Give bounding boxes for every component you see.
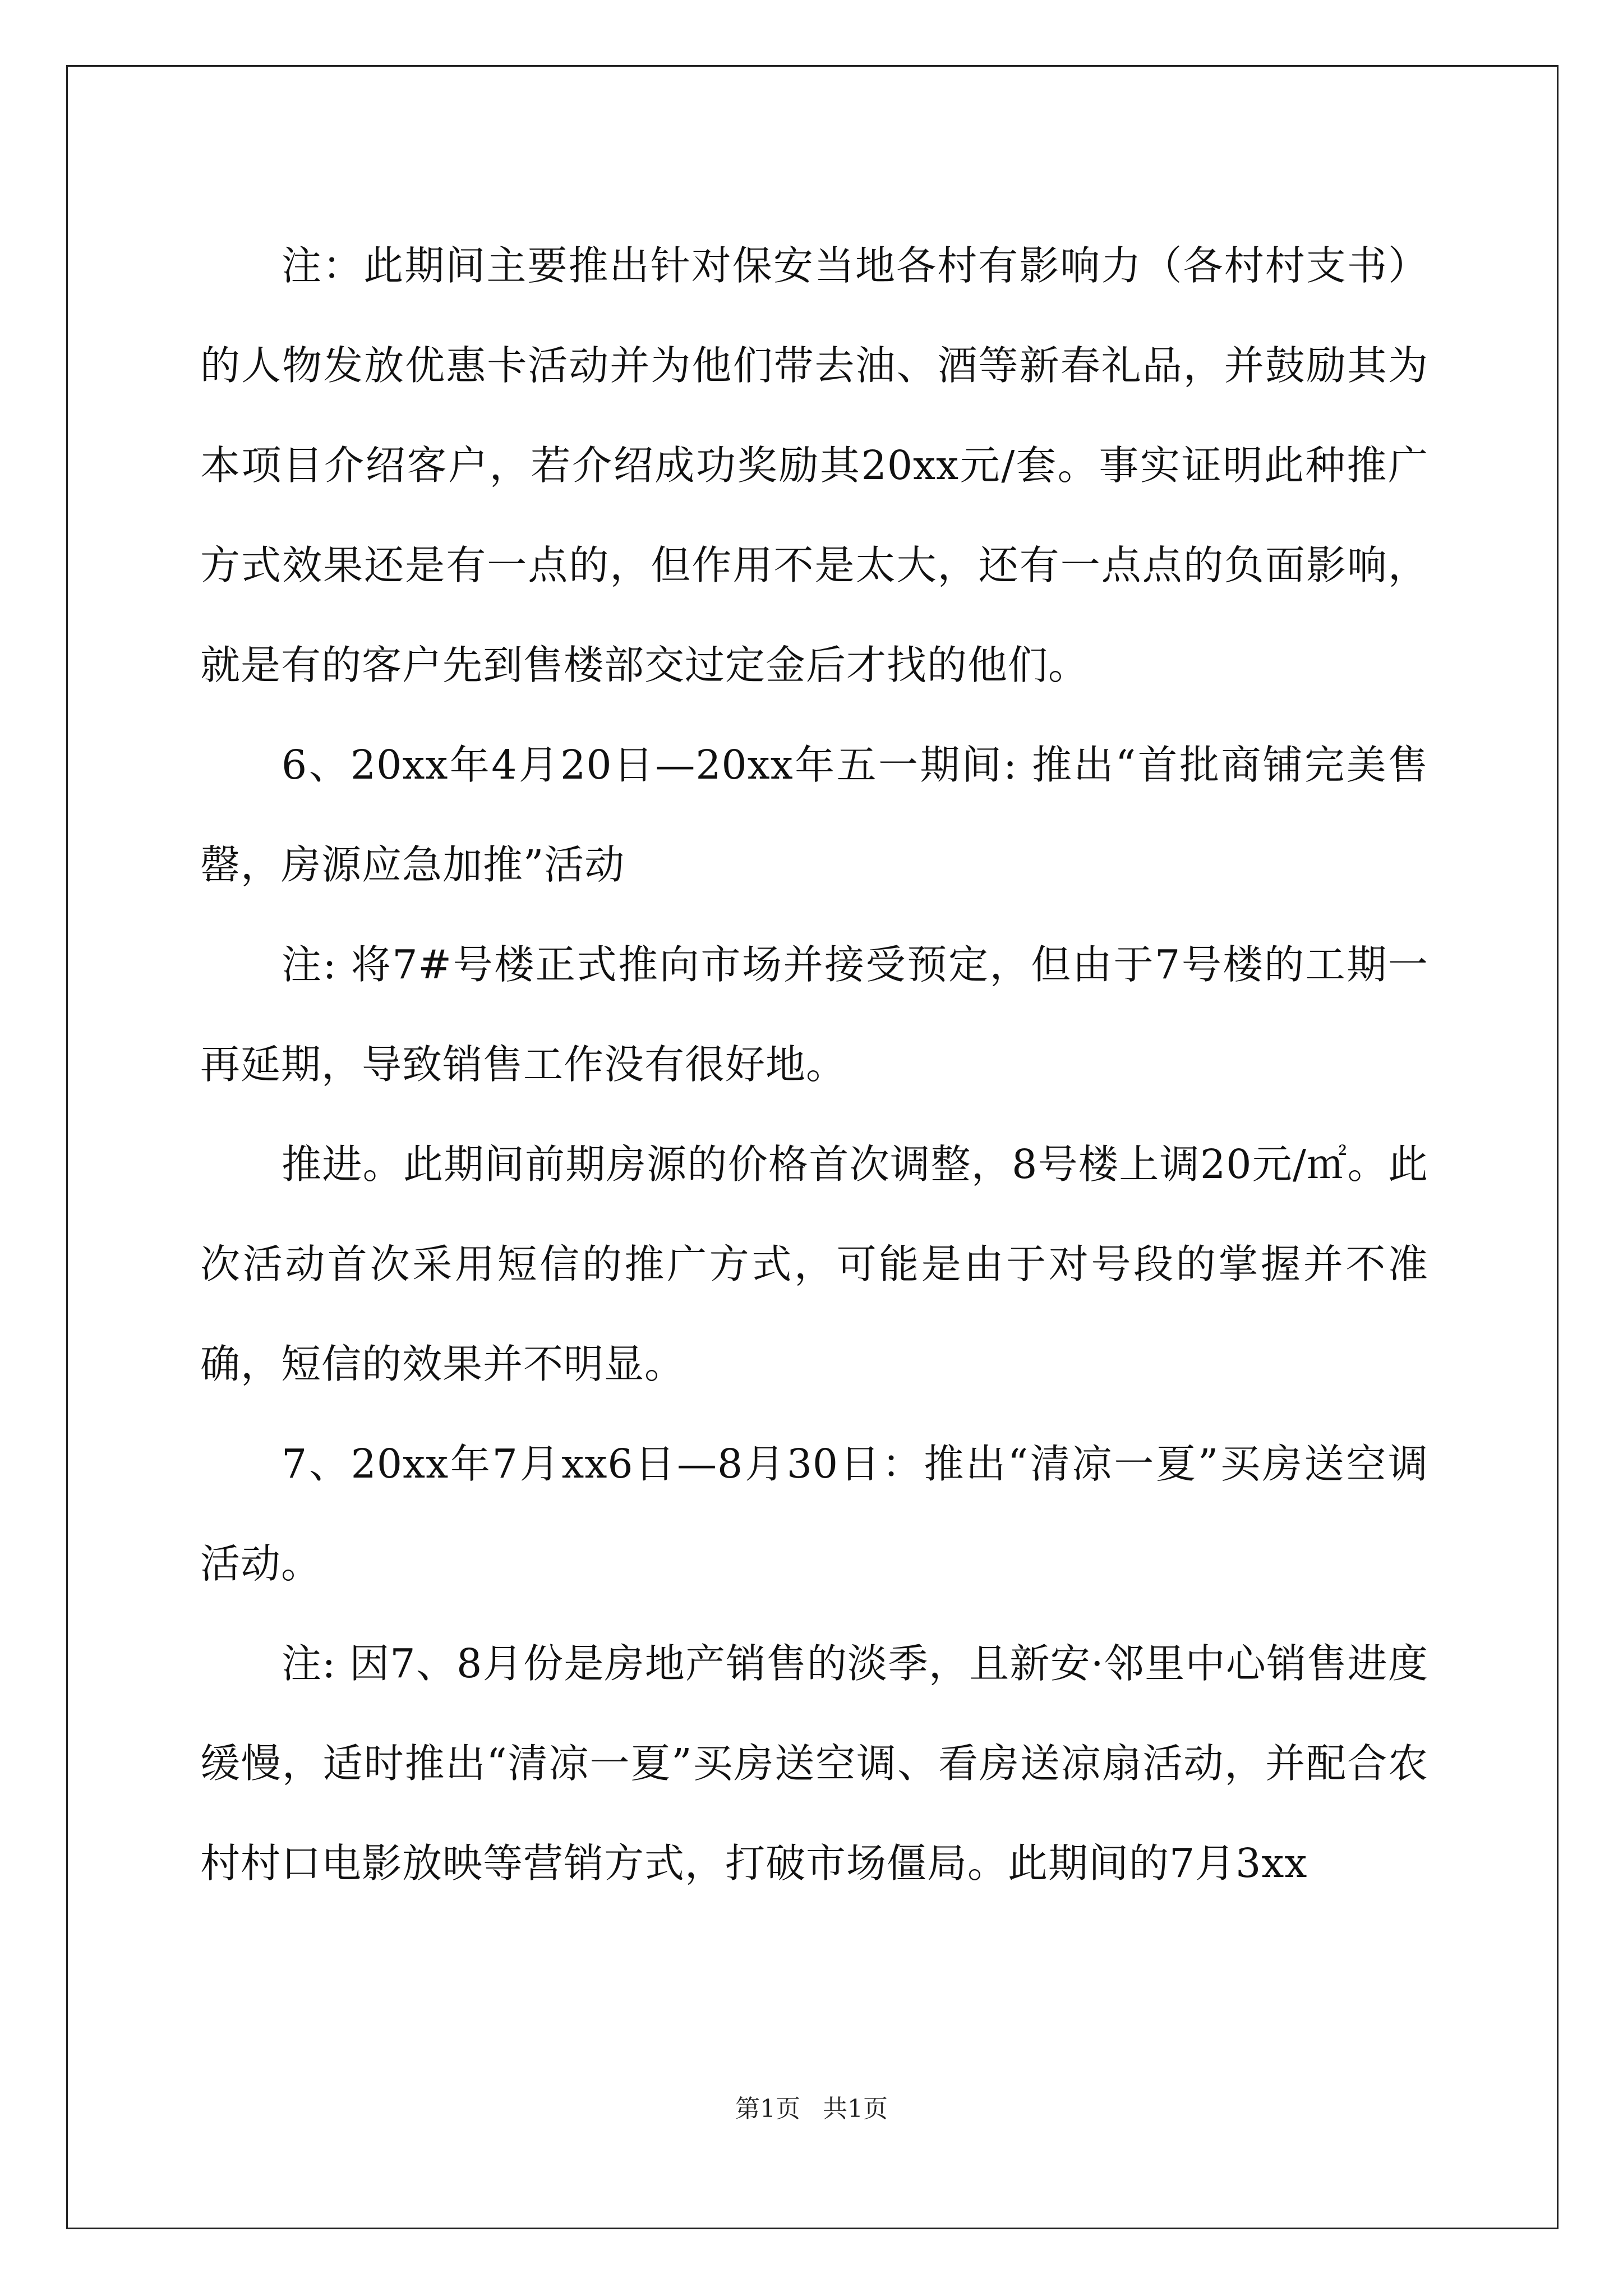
page-total: 共1页 (823, 2095, 888, 2123)
paragraph: 注: 将7#号楼正式推向市场并接受预定，但由于7号楼的工期一再延期，导致销售工作没有很好地。 (200, 941, 1428, 1088)
document-body (200, 216, 1428, 1913)
paragraph: 注：此期间主要推出针对保安当地各村有影响力（各村村支书）的人物发放优惠卡活动并为他们带去油、酒等新春礼品，并鼓励其为本项目介绍客户，若介绍成功奖励其20xx元/套。事实证明此种推广方式效果还是有一点的，但作用不是太大，还有一点点的负面影响，就是有的客户先到售楼部交过定金后才找的他们。 (200, 242, 1428, 688)
page-number: 第1页 (735, 2095, 800, 2123)
paragraph: 6、20xx年4月20日—20xx年五一期间: 推出“首批商铺完美售罄，房源应急加推”活动 (200, 742, 1428, 888)
paragraph: 注: 因7、8月份是房地产销售的淡季，且新安·邻里中心销售进度缓慢，适时推出“清凉一夏”买房送空调、看房送凉扇活动，并配合农村村口电影放映等营销方式，打破市场僵局。此期间的7月3xx (200, 1640, 1428, 1887)
page-footer (0, 2092, 1623, 2126)
paragraph: 7、20xx年7月xx6日—8月30日：推出“清凉一夏”买房送空调活动。 (200, 1441, 1428, 1587)
paragraph: 推进。此期间前期房源的价格首次调整，8号楼上调20元/㎡。此次活动首次采用短信的推广方式，可能是由于对号段的掌握并不准确，短信的效果并不明显。 (200, 1141, 1428, 1387)
